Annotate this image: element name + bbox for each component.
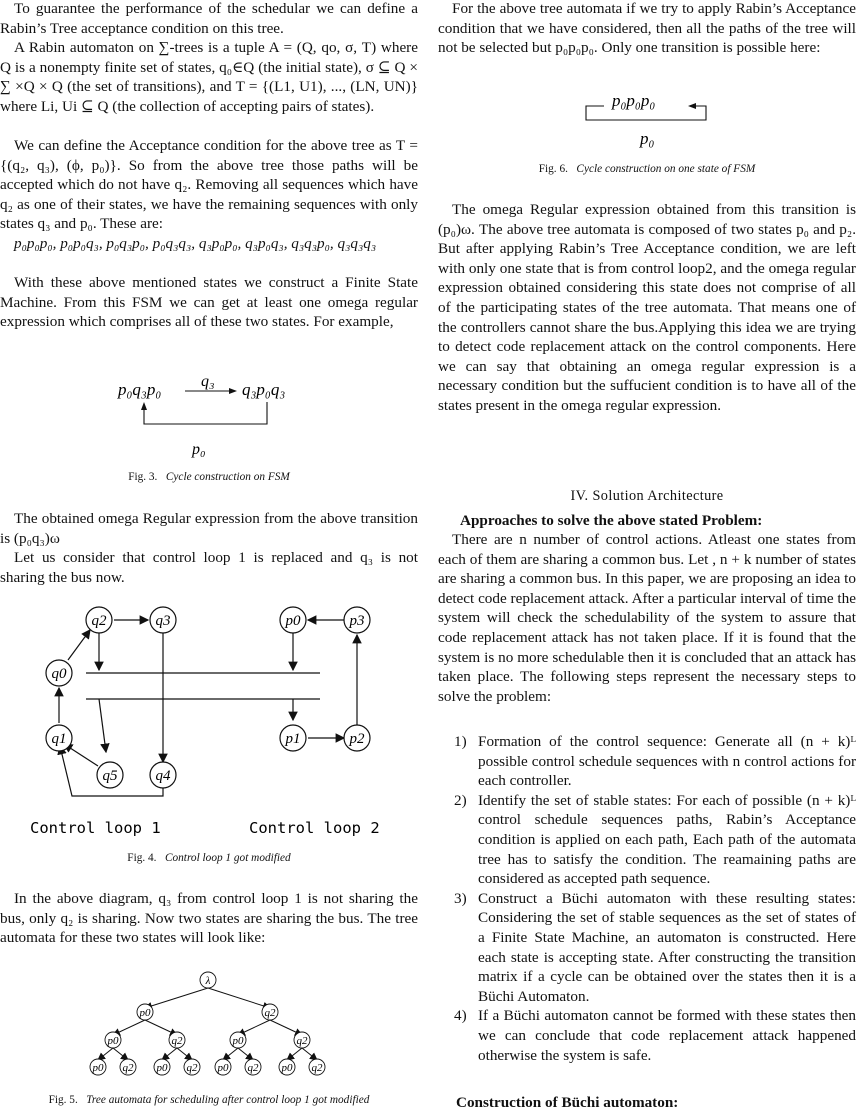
paragraph: In the above diagram, q₃ from control loop 1 is not sharing the bus, only q₂ is sharing. Now two states are sharing the bus. The tree automata for these two states will look like: [0,890,418,947]
fig4-node-q5: q5 [102,768,118,784]
paragraph: The obtained omega Regular expression from the above transition is (p₀q₃)ω [0,510,418,547]
fig5-node: p0 [156,1062,168,1074]
fig-label: Fig. 6. [538,163,568,175]
fig3-back-label: p₀ [192,441,206,458]
list-item [438,889,856,1007]
step-text: Identify the set of stable states: For each of possible (n + k)ᴸ control schedule sequences paths, Rabin’s Acceptance condition is applied on each path, Each path of the automata tree has to satisfy the condition. The reamaining paths are considered as accepted path sequence. [478,791,856,888]
fig5-tree [80,960,340,1080]
fig-label: Fig. 5. [48,1094,78,1106]
paragraph: For the above tree automata if we try to apply Rabin’s Acceptance condition that we have considered, then all the paths of the tree will not be selected but p₀p₀p₀. Only one transition is possible here: [438,0,856,57]
fig4-node-p1: p1 [285,731,301,747]
fig5-node: q2 [186,1062,198,1074]
fig4-node-q1: q1 [51,731,67,747]
fig6-bottom-label: p₀ [640,129,655,148]
fig6-arrowhead [688,103,696,109]
fig4-caption [0,851,418,865]
fig-label: Fig. 4. [127,852,157,864]
fig-caption-text: Cycle construction on FSM [165,471,290,483]
fig5-node: p0 [139,1007,151,1019]
fig5-node: q2 [296,1035,308,1047]
fig5-node: q2 [311,1062,323,1074]
fig-caption-text: Cycle construction on one state of FSM [576,163,756,175]
fig4-node-p0: p0 [285,613,301,629]
fig4-node-q0: q0 [51,666,67,682]
subheading: Approaches to solve the above stated Problem: [460,512,763,529]
fig3-back-arrowhead [141,402,147,410]
fig-caption-text: Control loop 1 got modified [164,852,291,864]
paragraph: There are n number of control actions. Atleast one states from each of them are sharing a common bus. Let , n + k number of states are sharing a common bus. In this paper, we are proposing an idea to detect code replacement attack. After a particular interval of time the system will check the schedulability of the system to assure that code replacement attack has not taken place. If it is found that the system is no more schedulable then it is concluded that an attack has taken place. The following steps represent the necessary steps to solve the problem: [438,531,856,705]
fig3-caption [0,470,418,484]
step-text: Formation of the control sequence: Generate all (n + k)ᴸ possible control schedule sequences with n control actions for each controller. [478,733,856,790]
fig-label: Fig. 3. [128,471,158,483]
fig4-node-q4: q4 [155,768,171,784]
list-item [438,1006,856,1065]
fig6-top-label: p₀p₀p₀ [612,91,656,110]
step-number: 2) [454,791,467,809]
fig6-caption [438,162,856,176]
fig3-diagram [100,366,320,461]
fig5-node: p0 [92,1062,104,1074]
step-text: Construct a Büchi automaton with these resulting states: Considering the set of stable sequences as the set of states of a Finite State Machine, an automaton is constructed. Here each state is accepting state. After constructing the transition matrix if a cycle can be obtained over the states then it is a Büchi Automaton. [478,889,856,1005]
fig5-node: q2 [264,1007,276,1019]
list-item [438,732,856,791]
step-number: 1) [454,733,467,750]
fig4-node-q3: q3 [155,613,171,629]
paragraph: Let us consider that control loop 1 is replaced and q₃ is not sharing the bus now. [0,549,418,586]
step-number: 3) [454,889,467,907]
list-item [438,791,856,889]
fig5-caption [0,1093,418,1107]
paragraph: A Rabin automaton on ∑-trees is a tuple A = (Q, qo, σ, T) where Q is a nonempty finite set of states, q₀∈Q (the initial state), σ ⊆ Q × ∑ ×Q × Q (the set of transitions), and T = {(L1, U1), ..., (LN, UN)} where Li, Ui ⊆ Q (the collection of accepting pairs of states). [0,39,418,115]
step-number: 4) [454,1007,467,1025]
section-heading: IV. Solution Architecture [570,488,724,504]
paragraph: The omega Regular expression obtained from this transition is (p₀)ω. The above tree automata is composed of two states p₀ and p₂. But after applying Rabin’s Tree Acceptance condition, we are left with only one state that is from control loop2, and the omega regular expression obtained considering this state does not comprise of all of the participating states of the tree automata. That means one of the controllers cannot share the bus.Applying this idea we are trying to detect code replacement attack on the control components. Here we can say that obtaining an omega regular expression is a necessary condition but the suffucient condition is to have all of the states present in the omega regular expression. [438,201,856,414]
fig4-node-p2: p2 [349,731,365,747]
subheading: Construction of Büchi automaton: [456,1094,679,1111]
fig-caption-text: Tree automata for scheduling after control loop 1 got modified [86,1094,370,1106]
fig5-root: λ [205,975,211,987]
fig4-node-p3: p3 [349,613,365,629]
fig5-node: q2 [247,1062,259,1074]
step-text: If a Büchi automaton cannot be formed with these states then we can conclude that code replacement attack happened otherwise the system is safe. [478,1007,856,1064]
fig5-node: p0 [232,1035,244,1047]
fig4-node-q2: q2 [91,613,107,629]
fig3-state-right: q₃p₀q₃ [242,380,286,399]
fig4-loop2-label: Control loop 2 [249,819,380,837]
fig3-edge-label: q₃ [201,373,215,390]
paragraph: With these above mentioned states we construct a Finite State Machine. From this FSM we can get at least one omega regular expression which comprises all of these two states. For example, [0,274,418,331]
fig4-loop1-label: Control loop 1 [30,819,161,837]
fig5-node: q2 [171,1035,183,1047]
fig5-node: q2 [122,1062,134,1074]
paragraph: To guarantee the performance of the schedular we can define a Rabin’s Tree acceptance condition on this tree. [0,0,418,37]
fig5-node: p0 [281,1062,293,1074]
fig4-diagram [20,598,410,843]
paragraph: We can define the Acceptance condition for the above tree as T = {(q₂, q₃), (ϕ, p₀)}. So from the above tree those paths will be accepted which do not have q₂. Removing all sequences which have q₂ as one of their states, we have the remaining sequences with only states q₃ and p₀. These are: [0,137,418,233]
sequence-list: p₀p₀p₀, p₀p₀q₃, p₀q₃p₀, p₀q₃q₃, q₃p₀p₀, q₃p₀q₃, q₃q₃p₀, q₃q₃q₃ [14,235,377,252]
fig5-node: p0 [107,1035,119,1047]
fig3-state-left: p₀q₃p₀ [118,380,162,399]
steps-list [438,732,856,1065]
fig6-diagram [578,86,718,152]
fig5-node: p0 [217,1062,229,1074]
fig3-back-edge [144,402,267,424]
fig3-arrowhead [229,388,237,394]
